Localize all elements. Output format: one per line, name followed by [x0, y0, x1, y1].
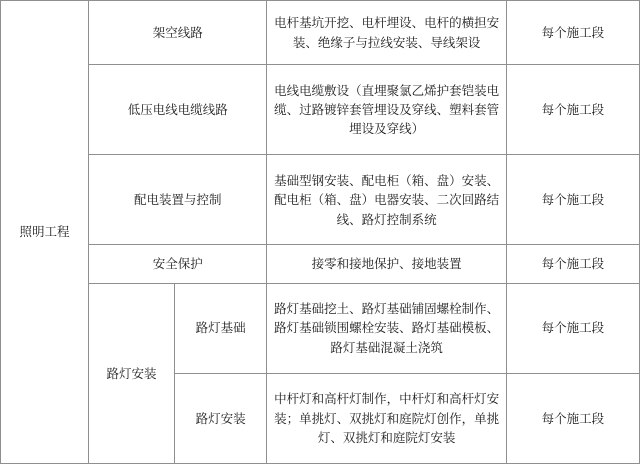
subsystem-cell-street-lamp-installation: 路灯安装: [89, 283, 175, 463]
table-row: [1, 65, 640, 155]
subsystem-cell-safety-protection: 安全保护: [89, 245, 267, 283]
unit-cell-distribution-control: 每个施工段: [506, 155, 639, 245]
content-cell-lamp-install: 中杆灯和高杆灯制作，中杆灯和高杆灯安装；单挑灯、双挑灯和庭院灯创作，单挑灯、双挑灯和庭院灯安装: [267, 373, 506, 463]
item-cell-lamp-foundation: 路灯基础: [174, 283, 267, 373]
content-cell-safety-protection: 接零和接地保护、接地装置: [267, 245, 506, 283]
content-cell-overhead-line: 电杆基坑开挖、电杆埋设、电杆的横担安装、绝缘子与拉线安装、导线架设: [267, 1, 506, 65]
item-cell-lamp-install: 路灯安装: [174, 373, 267, 463]
unit-cell-low-voltage-cable: 每个施工段: [506, 65, 639, 155]
subsystem-cell-low-voltage-cable: 低压电线电缆线路: [89, 65, 267, 155]
content-cell-distribution-control: 基础型钢安装、配电柜（箱、盘）安装、配电柜（箱、盘）电器安装、二次回路结线、路灯控制系统: [267, 155, 506, 245]
unit-cell-safety-protection: 每个施工段: [506, 245, 639, 283]
table-row: [1, 155, 640, 245]
table-row: [1, 245, 640, 283]
unit-cell-lamp-foundation: 每个施工段: [506, 283, 639, 373]
project-label-cell: 照明工程: [1, 1, 89, 464]
subsystem-cell-distribution-control: 配电装置与控制: [89, 155, 267, 245]
subsystem-cell-overhead-line: 架空线路: [89, 1, 267, 65]
unit-cell-lamp-install: 每个施工段: [506, 373, 639, 463]
content-cell-low-voltage-cable: 电线电缆敷设（直埋聚氯乙烯护套铠装电缆、过路镀锌套管埋设及穿线、塑料套管埋设及穿线）: [267, 65, 506, 155]
table-row: [1, 283, 640, 373]
unit-cell-overhead-line: 每个施工段: [506, 1, 639, 65]
content-cell-lamp-foundation: 路灯基础挖土、路灯基础铺固螺栓制作、路灯基础锁围螺栓安装、路灯基础模板、路灯基础混凝土浇筑: [267, 283, 506, 373]
table-row: [1, 1, 640, 65]
